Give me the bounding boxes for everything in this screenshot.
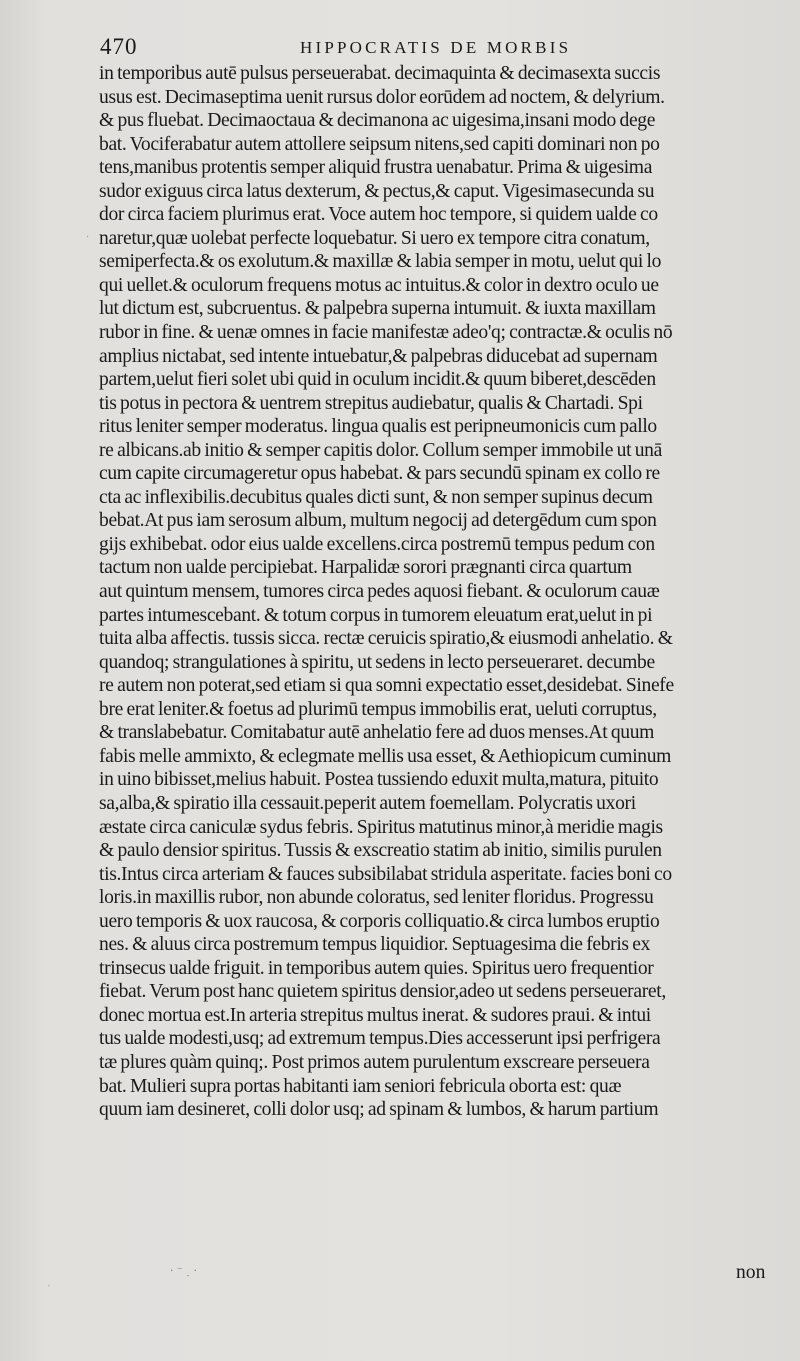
text-line: usus est. Decimaseptima uenit rursus dolor eorūdem ad noctem, & delyrium. — [99, 86, 665, 108]
body-text — [99, 62, 789, 1122]
text-line: quandoq; strangulationes à spiritu, ut sedens in lecto perseueraret. decumbe — [99, 651, 655, 673]
text-line: sa,alba,& spiratio illa cessauit.peperit autem foemellam. Polycratis uxori — [99, 792, 636, 814]
text-line: trinsecus ualde friguit. in temporibus autem quies. Spiritus uero frequentior — [99, 957, 654, 979]
text-line: cum capite circumageretur opus habebat. & pars secundū spinam ex collo re — [99, 463, 660, 485]
margin-speck: ˊ — [46, 1285, 51, 1296]
text-line: lut dictum est, subcruentus. & palpebra superna intumuit. & iuxta maxillam — [99, 298, 656, 320]
text-line: re autem non poterat,sed etiam si qua somni expectatio esset,desidebat. Sinefe — [99, 675, 674, 697]
text-line: bebat.At pus iam serosum album, multum negocij ad detergēdum cum spon — [99, 510, 657, 532]
text-line: quum iam desineret, colli dolor usq; ad spinam & lumbos, & harum partium — [99, 1099, 659, 1121]
text-line: in uino bibisset,melius habuit. Postea tussiendo eduxit multa,matura, pituito — [99, 769, 659, 791]
text-line: ritus leniter semper moderatus. lingua qualis est peripneumonicis cum pallo — [99, 416, 657, 438]
text-line: naretur,quæ uolebat perfecte loquebatur. Si uero ex tempore citra conatum, — [99, 227, 650, 249]
text-line: gijs exhibebat. odor eius ualde excellens.circa postremū tempus pedum con — [99, 533, 655, 555]
text-line: tuita alba affectis. tussis sicca. rectæ ceruicis spiratio,& eiusmodi anhelatio. & — [99, 628, 673, 650]
text-line: æstate circa caniculæ sydus febris. Spiritus matutinus minor,à meridie magis — [99, 816, 663, 838]
text-line: bat. Mulieri supra portas habitanti iam seniori febricula oborta est: quæ — [99, 1075, 622, 1097]
text-line: aut quintum mensem, tumores circa pedes aquosi fiebant. & oculorum cauæ — [99, 581, 660, 603]
text-line: partes intumescebant. & totum corpus in tumorem eleuatum erat,uelut in pi — [99, 604, 653, 626]
text-line: bre erat leniter.& foetus ad plurimū tempus immobilis erat, ueluti corruptus, — [99, 698, 657, 720]
text-line: fiebat. Verum post hanc quietem spiritus densior,adeo ut sedens perseueraret, — [99, 981, 666, 1003]
text-line: in temporibus autē pulsus perseuerabat. decimaquinta & decimasexta succis — [99, 63, 661, 84]
text-line: dor circa faciem plurimus erat. Voce autem hoc tempore, si quidem ualde co — [99, 204, 658, 226]
text-line: re albicans.ab initio & semper capitis dolor. Collum semper immobile ut unā — [99, 439, 662, 461]
text-line: amplius nictabat, sed intente intuebatur,& palpebras diducebat ad supernam — [99, 345, 658, 367]
text-line: & paulo densior spiritus. Tussis & exscreatio statim ab initio, similis purulen — [99, 840, 662, 862]
text-line: tens,manibus protentis semper aliquid frustra uenabatur. Prima & uigesima — [99, 157, 653, 179]
text-line: semiperfecta.& os exolutum.& maxillæ & labia semper in motu, uelut qui lo — [99, 251, 662, 273]
text-line: qui uellet.& oculorum frequens motus ac intuitus.& color in dextro oculo ue — [99, 274, 659, 296]
text-line: tus ualde modesti,usq; ad extremum tempus.Dies accesserunt ipsi perfrigera — [99, 1028, 661, 1050]
text-line: bat. Vociferabatur autem attollere seipsum nitens,sed capiti dominari non po — [99, 133, 660, 155]
text-line: loris.in maxillis rubor, non abunde coloratus, sed leniter floridus. Progressu — [99, 887, 654, 909]
text-line: fabis melle ammixto, & eclegmate mellis usa esset, & Aethiopicum cuminum — [99, 745, 672, 767]
text-line: & translabebatur. Comitabatur autē anhelatio fere ad duos menses.At quum — [99, 722, 655, 744]
text-line: nes. & aluus circa postremum tempus liquidior. Septuagesima die febris ex — [99, 934, 651, 956]
catchword: non — [736, 1262, 766, 1283]
text-line: & pus fluebat. Decimaoctaua & decimanona ac uigesima,insani modo dege — [99, 110, 656, 132]
text-line: sudor exiguus circa latus dexterum, & pectus,& caput. Vigesimasecunda su — [99, 180, 655, 202]
text-line: rubor in fine. & uenæ omnes in facie manifestæ adeo'q; contractæ.& oculis nō — [99, 322, 673, 344]
ink-specks: · ⁻ ˎ · — [170, 1264, 197, 1277]
page-header — [100, 34, 790, 64]
text-line: cta ac inflexibilis.decubitus quales dicti sunt, & non semper supinus decum — [99, 486, 653, 508]
page-number: 470 — [100, 34, 138, 59]
text-line: partem,uelut fieri solet ubi quid in oculum incidit.& quum biberet,descēden — [99, 369, 656, 391]
running-head: HIPPOCRATIS DE MORBIS — [300, 38, 572, 57]
text-line: tis potus in pectora & uentrem strepitus audiebatur, qualis & Chartadi. Spi — [99, 392, 643, 414]
text-line: uero temporis & uox raucosa, & corporis colliquatio.& circa lumbos eruptio — [99, 910, 660, 932]
text-line: tæ plures quàm quinq;. Post primos autem purulentum exscreare perseuera — [99, 1051, 650, 1073]
margin-speck: · — [86, 232, 90, 243]
text-line: tis.Intus circa arteriam & fauces subsibilabat stridula asperitate. facies boni co — [99, 863, 672, 885]
text-line: tactum non ualde percipiebat. Harpalidæ sorori prægnanti circa quartum — [99, 557, 632, 579]
text-line: donec mortua est.In arteria strepitus multus inerat. & sudores praui. & intui — [99, 1004, 651, 1026]
